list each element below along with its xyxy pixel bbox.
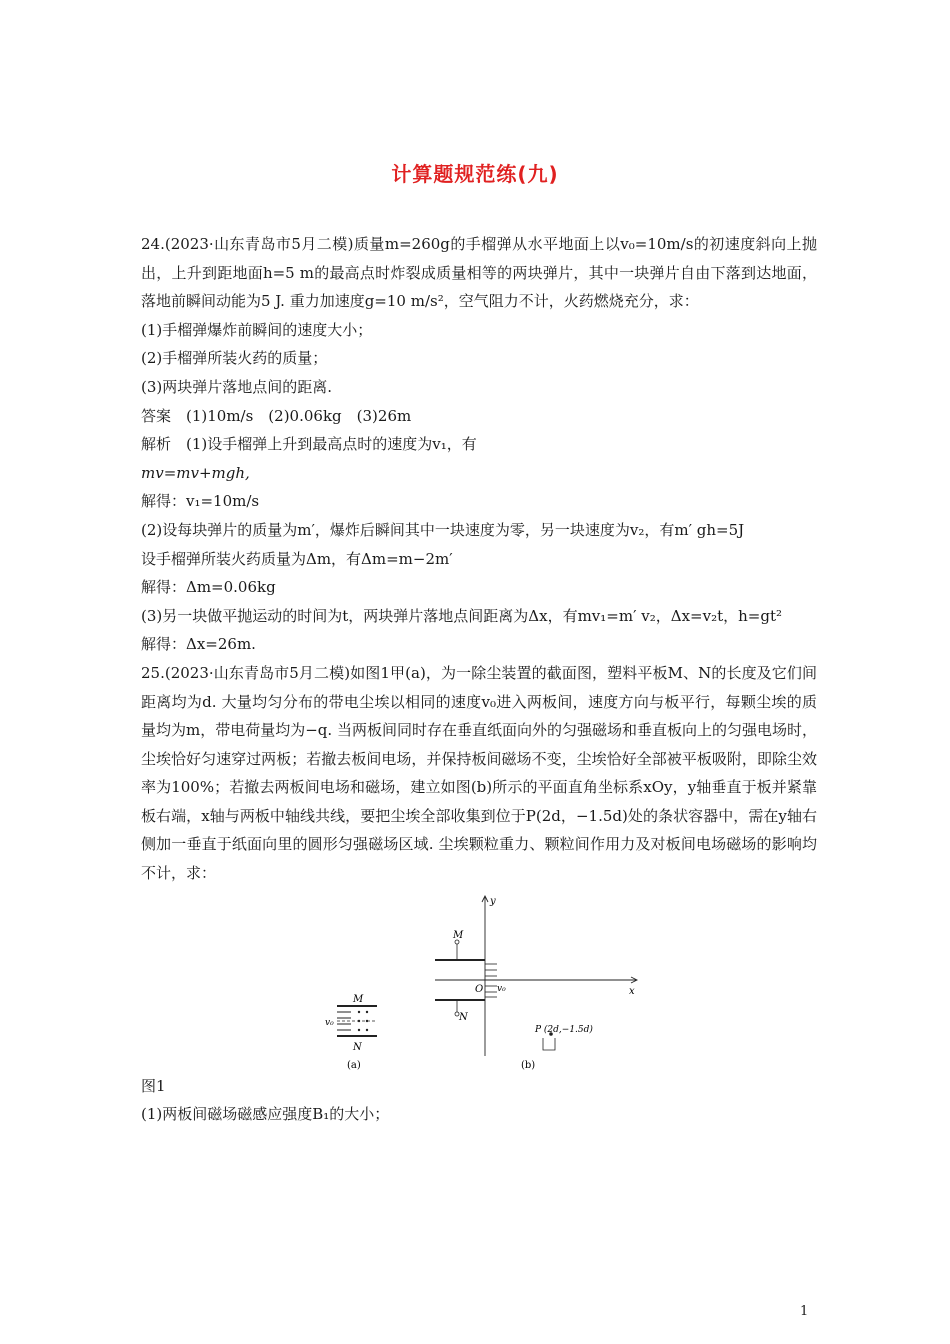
page-number: 1 xyxy=(800,1304,809,1319)
page-title: 计算题规范练(九) xyxy=(391,162,559,186)
q25-sub1: (1)两板间磁场磁感应强度B₁的大小； xyxy=(141,1105,390,1124)
q24-analysis-4: (2)设每块弹片的质量为m′，爆炸后瞬间其中一块速度为零，另一块速度为v₂，有m′ gh=5J xyxy=(141,520,745,539)
q24-answer: 答案 (1)10m/s (2)0.06kg (3)26m xyxy=(141,406,412,425)
q24-analysis-6: 解得：Δm=0.06kg xyxy=(141,578,276,597)
q24-sub3: (3)两块弹片落地点间的距离. xyxy=(141,377,333,396)
fig-b-P-label: P (2d,−1.5d) xyxy=(535,1024,593,1035)
q24-analysis-8: 解得：Δx=26m. xyxy=(141,635,256,654)
fig-a-N-label: N xyxy=(353,1041,362,1053)
q24-sub1: (1)手榴弹爆炸前瞬间的速度大小； xyxy=(141,320,373,339)
fig-b-label: (b) xyxy=(521,1059,536,1071)
figure-caption: 图1 xyxy=(141,1076,166,1095)
fig-b-v0-label: v₀ xyxy=(497,983,506,994)
q24-sub2: (2)手榴弹所装火药的质量； xyxy=(141,349,328,368)
q24-analysis-7: (3)另一块做平抛运动的时间为t，两块弹片落地点间距离为Δx，有mv₁=m′ v₂，Δx=v₂t，h=gt² xyxy=(141,606,782,625)
q24-analysis-1: 解析 (1)设手榴弹上升到最高点时的速度为v₁，有 xyxy=(141,435,477,454)
q25-stem: 25.(2023·山东青岛市5月二模)如图1甲(a)，为一除尘装置的截面图，塑料平板M、N的长度及它们间距离均为d. 大量均匀分布的带电尘埃以相同的速度v₀进入两板间，速度方向与板平行，每颗尘埃的质量均为m，带电荷量均为−q. 当两板间同时存在垂直纸面向外的匀强磁场和垂直板向上的匀强电场时，尘埃恰好匀速穿过两板；若撤去板间电场，并保持板间磁场不变，尘埃恰好全部被平板吸附，即除尘效率为100%；若撤去两板间电场和磁场，建立如图(b)所示的平面直角坐标系xOy，y轴垂直于板并紧靠板右端，x轴与两板中轴线共线，要把尘埃全部收集到位于P(2d，−1.5d)处的条状容器中，需在y轴右侧加一垂直于纸面向里的圆形匀强磁场区域. 尘埃颗粒重力、颗粒间作用力及对板间电场磁场的影响均不计，求： xyxy=(141,663,817,883)
q24-stem: 24.(2023·山东青岛市5月二模)质量m=260g的手榴弹从水平地面上以v₀=10m/s的初速度斜向上抛出，上升到距地面h=5 m的最高点时炸裂成质量相等的两块弹片，其中一块弹片自由下落到达地面，落地前瞬间动能为5 J. 重力加速度g=10 m/s²，空气阻力不计，火药燃烧充分，求： xyxy=(141,235,817,311)
fig-b-y-label: y xyxy=(490,895,496,907)
figure-1 xyxy=(141,894,817,1072)
fig-a-M-label: M xyxy=(353,993,364,1005)
fig-a-v0-label: v₀ xyxy=(325,1017,334,1028)
fig-b-N-label: N xyxy=(459,1011,468,1023)
figure-1-diagram xyxy=(141,894,817,1072)
q24-analysis-3: 解得：v₁=10m/s xyxy=(141,492,260,511)
figure-b xyxy=(435,896,637,1071)
fig-a-label: (a) xyxy=(347,1059,361,1071)
fig-b-x-label: x xyxy=(629,985,635,997)
q24-analysis-5: 设手榴弹所装火药质量为Δm，有Δm=m−2m′ xyxy=(141,549,453,568)
fig-b-M-label: M xyxy=(453,929,464,941)
fig-b-origin-label: O xyxy=(475,983,484,995)
figure-a xyxy=(325,994,377,1071)
q24-analysis-2: mv=mv+mgh, xyxy=(141,463,250,482)
document-body xyxy=(141,230,817,1129)
